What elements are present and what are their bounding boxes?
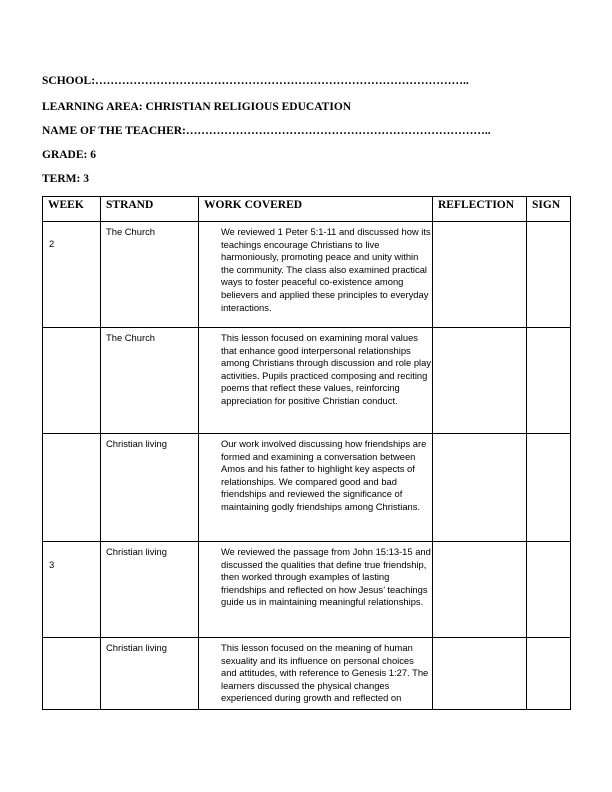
grade: GRADE: 6 (42, 149, 96, 161)
column-header-week: WEEK (43, 197, 101, 222)
record-of-work-table (42, 196, 571, 710)
strand-cell: Christian living (101, 434, 199, 542)
reflection-cell[interactable] (433, 328, 527, 434)
table-row (43, 638, 571, 710)
work-covered-cell (199, 328, 433, 434)
reflection-cell[interactable] (433, 434, 527, 542)
sign-cell[interactable] (527, 434, 571, 542)
work-covered-text: We reviewed the passage from John 15:13-15 and discussed the qualities that define true friendship, then worked through examples of lasting friendships and reflected on how Jesus’ teachings guide us in maintaining meaningful relationships. (221, 546, 431, 608)
term: TERM: 3 (42, 173, 89, 185)
week-cell (43, 638, 101, 710)
week-cell (43, 328, 101, 434)
sign-cell[interactable] (527, 328, 571, 434)
strand-cell: Christian living (101, 638, 199, 710)
reflection-cell[interactable] (433, 222, 527, 328)
work-covered-cell (199, 638, 433, 710)
column-header-reflection: REFLECTION (433, 197, 527, 222)
teacher-name-field: NAME OF THE TEACHER:…………………………………………………………………….. (42, 125, 491, 137)
work-covered-text: We reviewed 1 Peter 5:1-11 and discussed how its teachings encourage Christians to live harmoniously, promoting peace and unity within the community. The class also examined practical ways to foster peaceful co-existence among believers and applied these principles to everyday interactions. (221, 226, 431, 313)
sign-cell[interactable] (527, 222, 571, 328)
table-header-row (43, 197, 571, 222)
table-row (43, 222, 571, 328)
column-header-sign: SIGN (527, 197, 571, 222)
work-covered-cell (199, 222, 433, 328)
reflection-cell[interactable] (433, 638, 527, 710)
sign-cell[interactable] (527, 542, 571, 638)
column-header-strand: STRAND (101, 197, 199, 222)
work-covered-cell (199, 434, 433, 542)
column-header-work-covered: WORK COVERED (199, 197, 433, 222)
strand-cell: The Church (101, 222, 199, 328)
work-covered-text: This lesson focused on the meaning of human sexuality and its influence on personal choices and attitudes, with reference to Genesis 1:27. The learners discussed the physical changes experienced during growth and reflected on (221, 642, 429, 704)
week-cell (43, 434, 101, 542)
sign-cell[interactable] (527, 638, 571, 710)
table-row (43, 328, 571, 434)
school-field: SCHOOL:…………………………………………………………………………………….. (42, 75, 469, 87)
week-cell: 3 (43, 542, 101, 638)
week-cell: 2 (43, 222, 101, 328)
learning-area: LEARNING AREA: CHRISTIAN RELIGIOUS EDUCATION (42, 101, 352, 113)
table-row (43, 542, 571, 638)
work-covered-cell (199, 542, 433, 638)
strand-cell: Christian living (101, 542, 199, 638)
strand-cell: The Church (101, 328, 199, 434)
work-covered-text: Our work involved discussing how friendships are formed and examining a conversation between Amos and his father to highlight key aspects of relationships. We compared good and bad friendships and reviewed the significance of maintaining godly friendships among Christians. (221, 438, 427, 512)
reflection-cell[interactable] (433, 542, 527, 638)
table-row (43, 434, 571, 542)
work-covered-text: This lesson focused on examining moral values that enhance good interpersonal relationships among Christians through discussion and role play activities. Pupils practiced composing and reciting poems that reflect these values, reinforcing appreciation for positive Christian conduct. (221, 332, 432, 406)
